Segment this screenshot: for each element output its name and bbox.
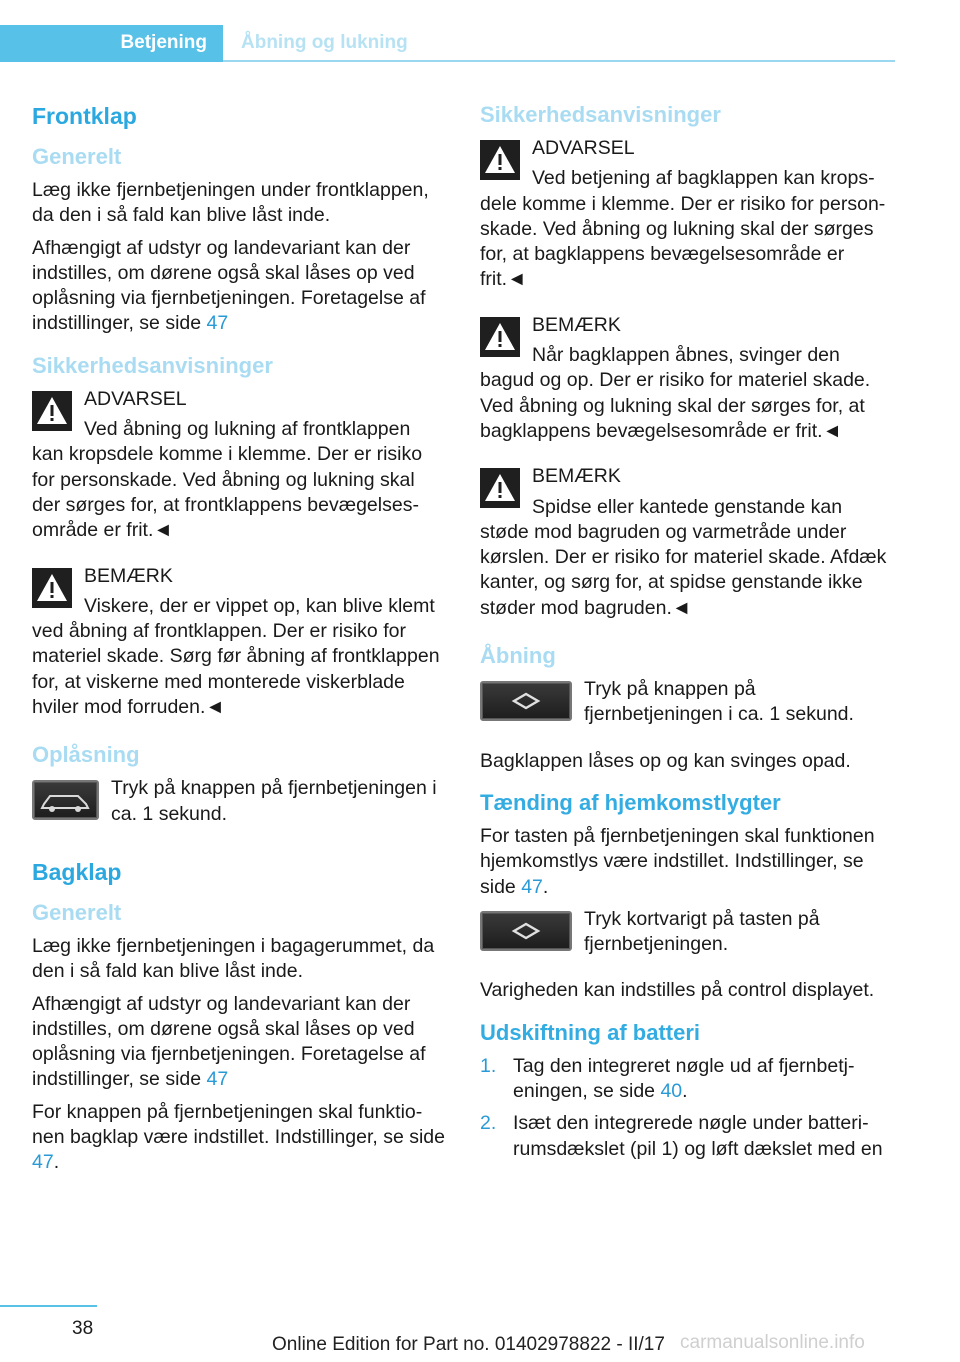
- subsection-title: Åbning og lukning: [241, 32, 408, 53]
- step-number: 2.: [480, 1112, 497, 1135]
- aabning-paragraph: Bagklappen låses op og kan svinges opad.: [480, 749, 851, 772]
- sikkerhed-heading: Sikkerhedsanvisninger: [32, 352, 273, 378]
- caution-text: Når bagklappen åbnes, svinger den bagud og op. Der er risiko for materiel skade. Ved åbning og lukning skal der sørges for, at bagklappens bevægelsesområde er frit.◄: [480, 344, 871, 442]
- warning-triangle-icon: [480, 140, 520, 180]
- bagklap-paragraph-3: For knappen på fjernbetjeningen skal funktionen bagklap være indstillet. Indstillinger, se side 47.: [32, 1100, 445, 1174]
- taending-paragraph-1: For tasten på fjernbetjeningen skal funktionen hjemkomstlys være indstillet. Indstillinger, se side 47.: [480, 824, 875, 898]
- right-column: [480, 100, 895, 1169]
- generelt-heading: Generelt: [32, 144, 122, 169]
- warning-triangle-icon: [480, 468, 520, 508]
- warning-label: ADVARSEL: [84, 387, 187, 410]
- warning-note: [480, 136, 895, 293]
- batteri-heading: Udskiftning af batteri: [480, 1019, 701, 1045]
- caution-note: [480, 464, 895, 621]
- frontklap-heading: Frontklap: [32, 103, 137, 129]
- step-number: 1.: [480, 1054, 497, 1077]
- page-link[interactable]: 47: [206, 312, 229, 335]
- warning-triangle-icon: [32, 391, 72, 431]
- warning-triangle-icon: [480, 317, 520, 357]
- section-tab: [0, 25, 223, 62]
- page-link[interactable]: 47: [206, 1068, 229, 1091]
- warning-note: [32, 387, 447, 544]
- page-link[interactable]: 47: [32, 1151, 54, 1174]
- generelt-paragraph-1: Læg ikke fjernbetjeningen under frontklappen, da den i så fald kan blive låst inde.: [32, 179, 429, 227]
- header-rule: [223, 60, 895, 62]
- aabning-heading: Åbning: [480, 643, 556, 669]
- page-link[interactable]: 47: [521, 875, 543, 898]
- sikkerhed-heading-right: Sikkerhedsanvisninger: [480, 102, 721, 127]
- taending-heading: Tænding af hjemkomstlygter: [480, 789, 781, 815]
- battery-steps: [480, 1054, 895, 1162]
- edition-text: Online Edition for Part no. 01402978822 - II/17: [272, 1334, 665, 1355]
- warning-triangle-icon: [32, 568, 72, 608]
- left-column: [32, 100, 447, 1183]
- taending-instruction: [480, 907, 895, 965]
- section-title: Betjening: [120, 32, 207, 53]
- bagklap-paragraph-1: Læg ikke fjernbetjeningen i bagagerummet, da den i så fald kan blive låst inde.: [32, 934, 435, 983]
- taending-key-text: Tryk kortvarigt på tasten på fjernbetjeningen.: [584, 907, 820, 956]
- footer-rule: [0, 1305, 97, 1307]
- aabning-instruction: [480, 677, 895, 735]
- list-item: 1. Tag den integreret nøgle ud af fjernbetjeningen, se side 40.: [480, 1054, 855, 1103]
- bagklap-paragraph-2: Afhængigt af udstyr og landevariant kan der indstilles, om dørene også skal låses op ved oplåsning via fjernbetjeningen. Foretagelse af indstillinger, se side 47: [32, 992, 426, 1091]
- page-number: 38: [72, 1318, 94, 1339]
- warning-text: Ved betjening af bagklappen kan kropsdele komme i klemme. Der er risiko for personskade. Ved åbning og lukning skal der sørges for, at bagklappens bevægelsesområde er frit.◄: [480, 167, 886, 291]
- caution-label: BEMÆRK: [532, 465, 621, 488]
- warning-text: Ved åbning og lukning af frontklappen kan kropsdele komme i klemme. Der er risiko for personskade. Ved åbning og lukning skal der sørges for, at frontklappens bevægelsesområde er frit.◄: [32, 418, 423, 542]
- tailgate-button-icon: [480, 681, 572, 721]
- oplaasning-heading: Oplåsning: [32, 742, 140, 768]
- caution-text: Spidse eller kantede genstande kan støde mod bagruden og varmetråde under kørslen. Der er risiko for materiel skade. Afdæk kanter, og sørg for, at spidse genstande ikke støder mod bagruden.◄: [480, 495, 887, 619]
- caution-label: BEMÆRK: [532, 313, 621, 336]
- generelt-paragraph-2: Afhængigt af udstyr og landevariant kan der indstilles, om dørene også skal låses op ved oplåsning via fjernbetjeningen. Foretagelse af indstillinger, se side 47: [32, 236, 426, 335]
- car-key-button-icon: [32, 780, 99, 820]
- generelt2-heading: Generelt: [32, 899, 122, 925]
- caution-note: [32, 564, 447, 721]
- taending-paragraph-2: Varigheden kan indstilles på control displayet.: [480, 979, 875, 1002]
- caution-note: [480, 313, 895, 444]
- home-light-button-icon: [480, 911, 572, 951]
- list-item: 2. Isæt den integrerede nøgle under batterirumsdækslet (pil 1) og løft dækslet med en: [480, 1112, 883, 1160]
- caution-label: BEMÆRK: [84, 564, 173, 587]
- page-link[interactable]: 40: [660, 1080, 683, 1103]
- oplaasning-text: Tryk på knappen på fjernbetjeningen i ca. 1 sekund.: [111, 777, 437, 825]
- watermark: carmanualsonline.info: [680, 1332, 865, 1353]
- bagklap-heading: Bagklap: [32, 858, 122, 885]
- warning-label: ADVARSEL: [532, 137, 635, 159]
- page-header: [0, 25, 895, 62]
- oplaasning-instruction: [32, 776, 447, 834]
- caution-text: Viskere, der er vippet op, kan blive klemt ved åbning af frontklappen. Der er risiko for materiel skade. Sørg før åbning af frontklappen for, at viskerne med monterede viskerblade hviler mod forruden.◄: [32, 594, 440, 719]
- aabning-text: Tryk på knappen på fjernbetjeningen i ca. 1 sekund.: [584, 678, 854, 726]
